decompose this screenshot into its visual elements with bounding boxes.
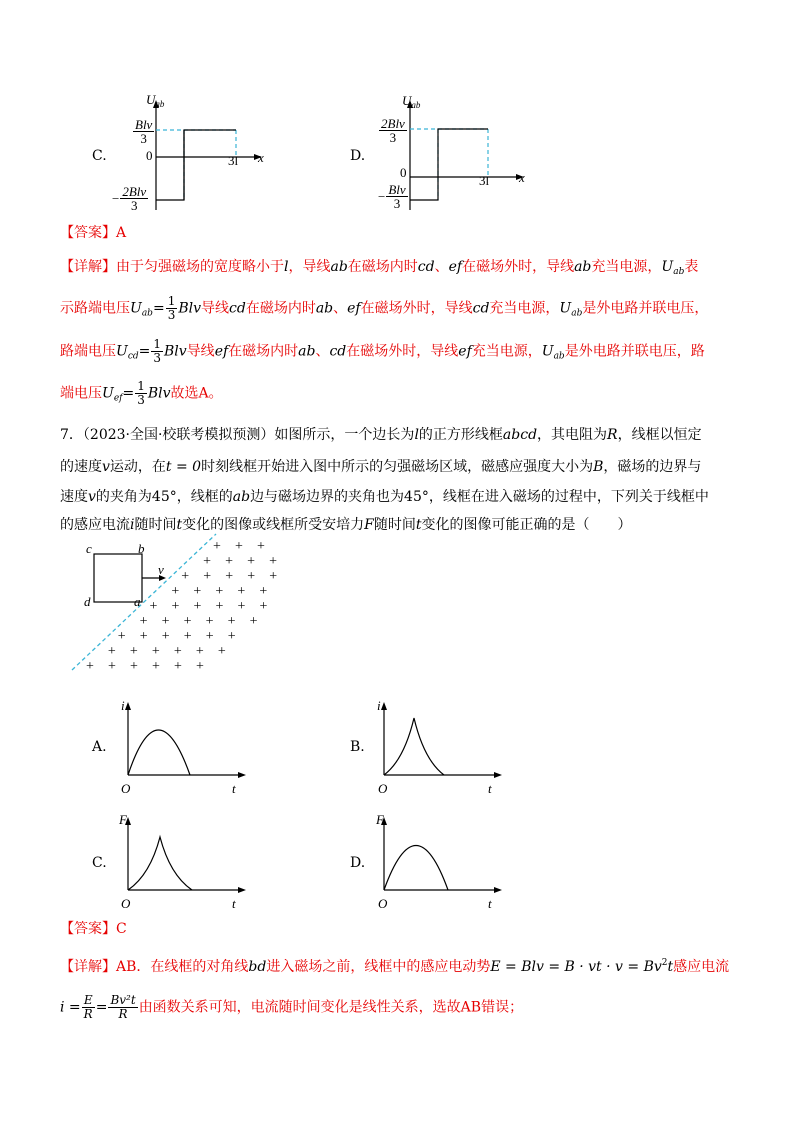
- field-plus-mark: +: [237, 599, 246, 614]
- option-c2-ylabel: F: [119, 812, 127, 827]
- field-plus-mark: +: [149, 599, 158, 614]
- answer-6: 【答案】A: [60, 225, 127, 241]
- question-7-line-4: 的感应电流i随时间t变化的图像或线框所受安培力F随时间t变化的图像可能正确的是（ ）: [60, 517, 632, 533]
- option-c-label: C.: [92, 148, 107, 164]
- option-c2-origin: O: [121, 896, 131, 911]
- option-b-graph: [374, 700, 504, 780]
- field-plus-mark: +: [196, 659, 204, 674]
- field-plus-mark: +: [257, 539, 265, 554]
- answer-7: 【答案】C: [60, 921, 127, 937]
- graph-d-xlabel: x: [519, 170, 525, 185]
- field-plus-mark: +: [161, 614, 170, 629]
- field-plus-mark: +: [227, 614, 236, 629]
- graph-c-xlabel: x: [258, 150, 264, 165]
- field-plus-mark: +: [203, 554, 212, 569]
- field-plus-mark: +: [205, 629, 214, 644]
- option-c2-graph: [118, 815, 248, 895]
- detail-7-line-2: i = $\frac{E}{R}$ = $\frac{\text{Bv²t}}{R}$ 由函数关系可知，电流随时间变化是线性关系，选故AB错误；: [60, 993, 524, 1021]
- detail-6-line-3: 路端电压$U_{cd}=$ $\frac{1}{3}$ Blv导线ef在磁场内时ab、cd在磁场外时，导线ef充当电源，$U_{ab}$是外电路并联电压，路: [60, 337, 705, 365]
- figure-7-label-b: b: [138, 541, 145, 556]
- detail-6-line-2: 示路端电压$U_{ab}=$ $\frac{1}{3}$ Blv导线cd在磁场内时ab、ef在磁场外时，导线cd充当电源，$U_{ab}$是外电路并联电压，: [60, 294, 709, 322]
- option-b-xlabel: t: [488, 781, 492, 796]
- field-plus-mark: +: [225, 554, 234, 569]
- field-plus-mark: +: [269, 569, 278, 584]
- field-plus-mark: +: [247, 554, 256, 569]
- field-plus-mark: +: [86, 659, 94, 674]
- field-plus-mark: +: [247, 569, 256, 584]
- figure-7-label-v: v: [158, 562, 164, 577]
- option-d2-ylabel: F: [376, 812, 384, 827]
- field-plus-mark: +: [181, 569, 190, 584]
- field-plus-mark: +: [227, 629, 236, 644]
- field-plus-mark: +: [130, 659, 138, 674]
- option-b-origin: O: [378, 781, 388, 796]
- question-7-line-1: 7．（2023·全国·校联考模拟预测）如图所示，一个边长为l的正方形线框abcd，其电阻为R，线框以恒定: [60, 427, 702, 443]
- graph-c-top-frac: $\frac{\text{Blv}}{3}$: [135, 117, 153, 146]
- field-plus-mark: +: [269, 554, 278, 569]
- field-plus-mark: +: [193, 584, 202, 599]
- option-c2-xlabel: t: [232, 896, 236, 911]
- option-b-ylabel: i: [377, 698, 381, 713]
- field-plus-mark: +: [183, 614, 192, 629]
- option-c2-label: C.: [92, 855, 107, 871]
- graph-c-ylabel: $U_{ab}$: [146, 92, 165, 109]
- option-a-graph: [118, 700, 248, 780]
- field-plus-mark: +: [129, 644, 138, 659]
- field-plus-mark: +: [213, 539, 221, 554]
- graph-d-zero: 0: [400, 165, 407, 180]
- figure-7-label-a: a: [134, 594, 141, 609]
- field-plus-mark: +: [108, 659, 116, 674]
- field-plus-mark: +: [259, 599, 268, 614]
- field-plus-mark: +: [203, 569, 212, 584]
- field-plus-mark: +: [171, 584, 180, 599]
- field-plus-mark: +: [205, 614, 214, 629]
- field-plus-mark: +: [215, 584, 224, 599]
- field-plus-mark: +: [152, 659, 160, 674]
- option-d2-xlabel: t: [488, 896, 492, 911]
- field-plus-mark: +: [259, 584, 268, 599]
- detail-7-line-1: 【详解】AB．在线框的对角线bd进入磁场之前，线框中的感应电动势E = Blv = B · vt · $v = Bv^2t$感应电流: [60, 958, 730, 975]
- question-7-line-3: 速度v的夹角为45°，线框的ab边与磁场边界的夹角也为45°，线框在进入磁场的过程中，下列关于线框中: [60, 489, 709, 505]
- option-d2-origin: O: [378, 896, 388, 911]
- figure-7-magnetic-field: [70, 530, 290, 680]
- graph-d-bottom-frac: − $\frac{\text{Blv}}{3}$: [378, 182, 406, 211]
- field-plus-mark: +: [225, 569, 234, 584]
- graph-d-xtick: 3l: [479, 173, 490, 188]
- graph-d-ylabel: $U_{ab}$: [402, 93, 421, 110]
- field-plus-mark: +: [107, 644, 116, 659]
- field-plus-mark: +: [235, 539, 243, 554]
- field-plus-mark: +: [183, 629, 192, 644]
- option-a-origin: O: [121, 781, 131, 796]
- field-plus-mark: +: [139, 629, 148, 644]
- question-7-line-2: 的速度v运动，在t = 0时刻线框开始进入图中所示的匀强磁场区域，磁感应强度大小为B，磁场的边界与: [60, 459, 702, 475]
- field-plus-mark: +: [174, 659, 182, 674]
- option-a-ylabel: i: [121, 698, 125, 713]
- figure-7-label-c: c: [86, 541, 92, 556]
- field-plus-mark: +: [217, 644, 226, 659]
- field-plus-mark: +: [151, 644, 160, 659]
- option-d2-graph: [374, 815, 504, 895]
- field-plus-mark: +: [237, 584, 246, 599]
- option-d-label: D.: [350, 148, 366, 164]
- field-plus-mark: +: [117, 629, 126, 644]
- detail-6-line-4: 端电压$U_{ef}=$ $\frac{1}{3}$ Blv故选A。: [60, 379, 223, 407]
- graph-c-xtick: 3l: [228, 153, 239, 168]
- option-a-label: A.: [92, 739, 107, 755]
- field-plus-mark: +: [249, 614, 258, 629]
- field-plus-mark: +: [195, 644, 204, 659]
- detail-6-line-1: 【详解】由于匀强磁场的宽度略小于l，导线ab在磁场内时cd、ef在磁场外时，导线ab充当电源，$U_{ab}$表: [60, 259, 699, 277]
- graph-d-top-frac: $\frac{\text{2Blv}}{3}$: [381, 116, 405, 145]
- option-b-label: B.: [350, 739, 365, 755]
- field-plus-mark: +: [161, 629, 170, 644]
- option-a-xlabel: t: [232, 781, 236, 796]
- field-plus-mark: +: [193, 599, 202, 614]
- field-plus-mark: +: [173, 644, 182, 659]
- field-plus-mark: +: [215, 599, 224, 614]
- field-plus-mark: +: [139, 614, 148, 629]
- figure-7-label-d: d: [84, 594, 91, 609]
- graph-c-zero: 0: [146, 148, 153, 163]
- graph-c-bottom-frac: − $\frac{\text{2Blv}}{3}$: [112, 184, 147, 213]
- option-d2-label: D.: [350, 855, 366, 871]
- field-plus-mark: +: [171, 599, 180, 614]
